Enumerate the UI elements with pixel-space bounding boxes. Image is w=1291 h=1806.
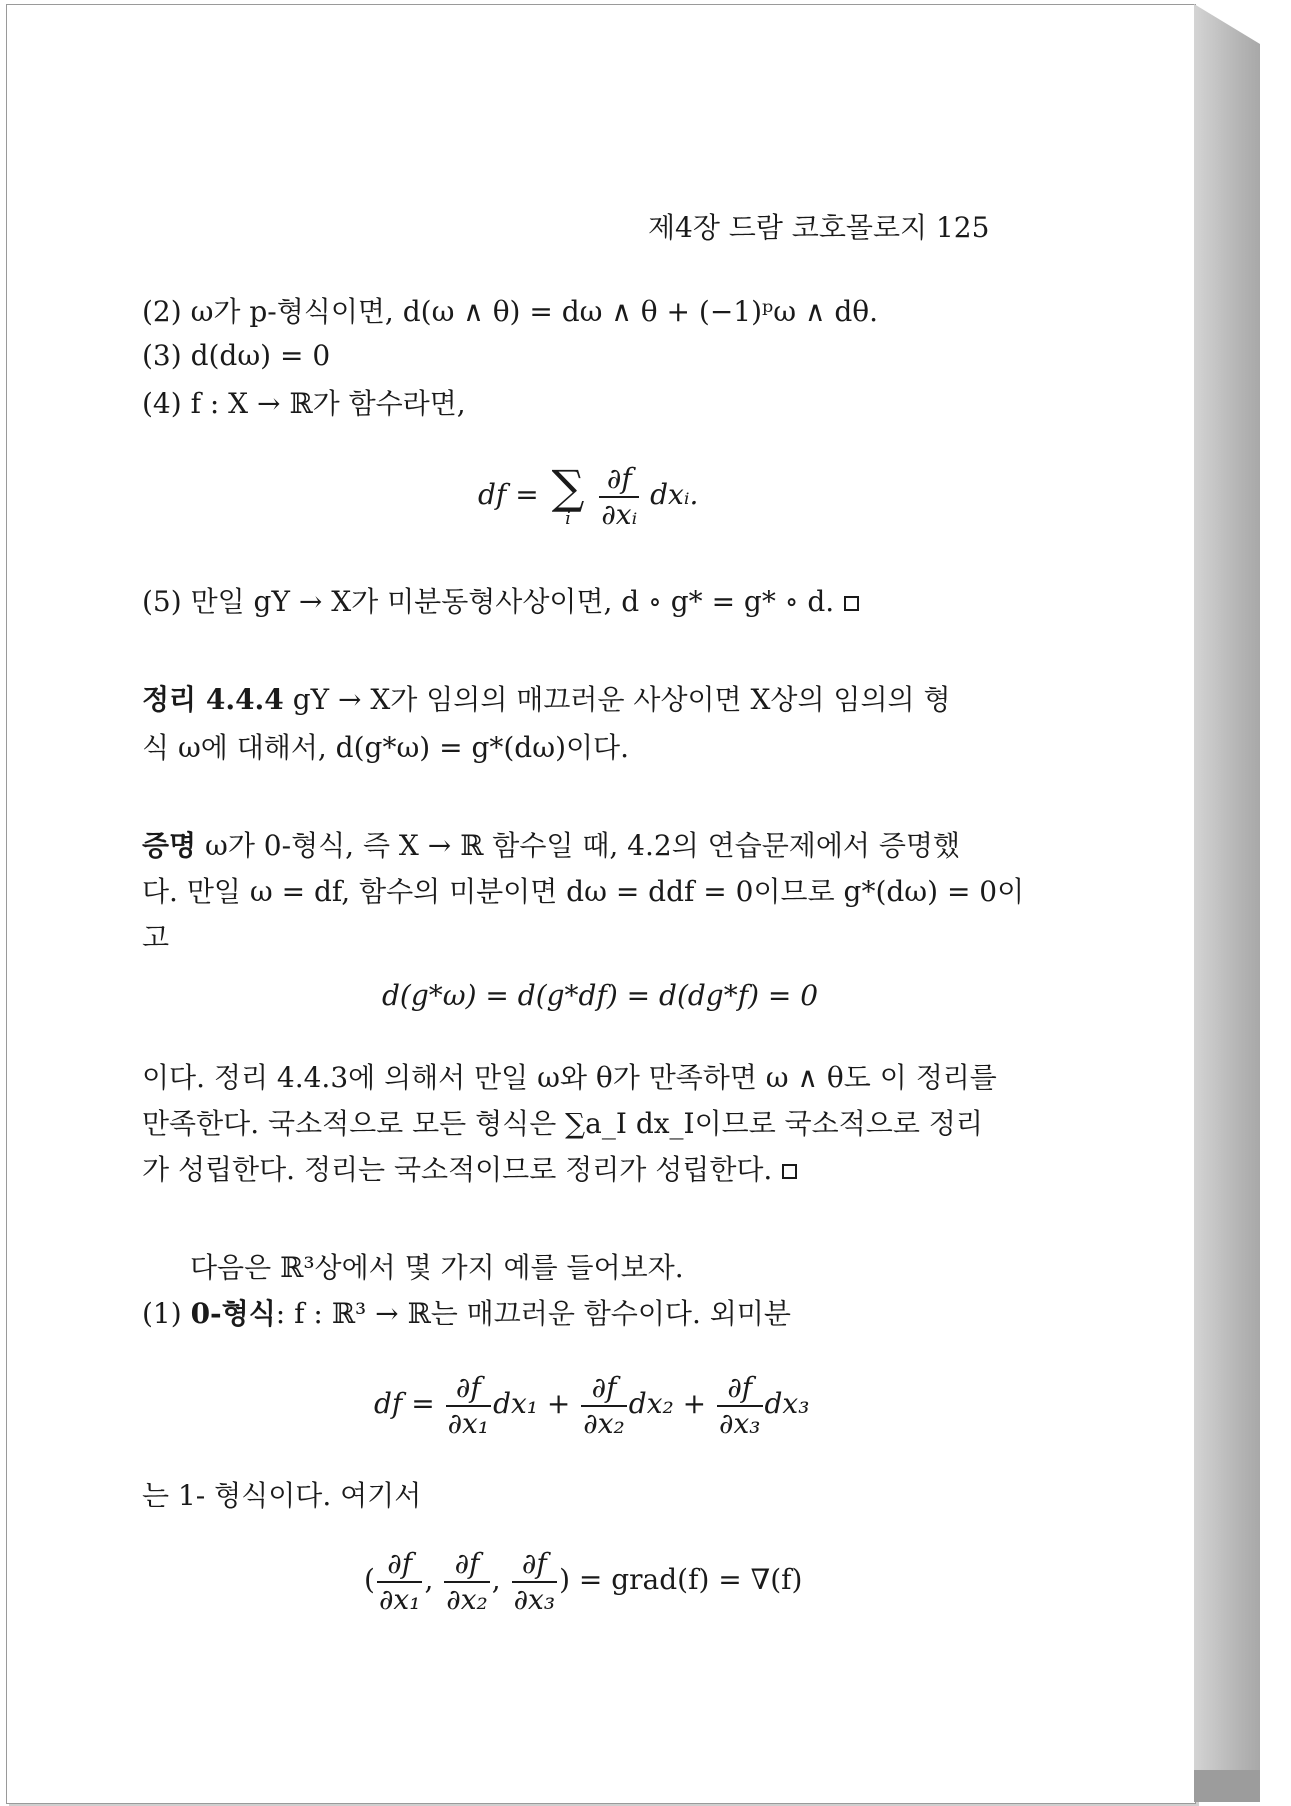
theorem-label: 정리 4.4.4 [142,683,284,716]
eq2-tail-3: dx₃ [764,1387,810,1420]
eq2-lhs: df = [374,1387,435,1420]
eq1-denominator: ∂xᵢ [601,497,638,531]
eq2-tail-1: dx₁ + [493,1387,571,1420]
equation-df-partials [374,1364,809,1444]
eq2-num-1: ∂f [446,1371,492,1407]
proof-line-5: 만족한다. 국소적으로 모든 형식은 ∑a_I dx_I이므로 국소적으로 정리 [142,1107,983,1140]
eq3-num-3: ∂f [512,1547,558,1583]
sum-symbol: ∑ [551,459,585,514]
item-3: (3) d(dω) = 0 [142,339,331,372]
proof-equation: d(g*ω) = d(g*df) = d(dg*f) = 0 [382,979,819,1012]
eq3-num-2: ∂f [444,1547,490,1583]
eq3-rhs: ) = grad(f) = ∇(f) [559,1563,803,1596]
proof-text-1: ω가 0-형식, 즉 X → ℝ 함수일 때, 4.2의 연습문제에서 증명했 [205,829,960,862]
proof-line-4: 이다. 정리 4.4.3에 의해서 만일 ω와 θ가 만족하면 ω ∧ θ도 이 정리를 [142,1061,997,1094]
proof-line-2: 다. 만일 ω = df, 함수의 미분이면 dω = ddf = 0이므로 g*(dω) = 0이 [142,875,1025,908]
eq3-den-3: ∂x₃ [513,1582,556,1616]
qed-mark [782,1164,797,1179]
book-spine-bottom [1194,1770,1260,1802]
eq3-sep-2: , [491,1563,501,1596]
running-header: 제4장 드람 코호몰로지 125 [648,211,990,244]
eq2-tail-2: dx₂ + [628,1387,707,1420]
proof-line-6 [142,1150,797,1190]
eq3-sep-1: , [424,1563,434,1596]
eq1-lhs: df = [478,478,539,511]
example-1-after: 는 1- 형식이다. 여기서 [142,1479,422,1512]
item-5-text: (5) 만일 gY → X가 미분동형사상이면, d ∘ g* = g* ∘ d. [142,585,835,618]
eq1-numerator: ∂f [599,462,639,498]
proof-line-1 [142,826,960,866]
eq1-tail: dxᵢ. [650,478,699,511]
eq2-num-3: ∂f [717,1371,763,1407]
eq2-num-2: ∂f [581,1371,627,1407]
proof-line-3: 고 [142,921,170,954]
sum-index: i [565,507,571,529]
proof-label: 증명 [142,829,197,862]
proof-text-6: 가 성립한다. 정리는 국소적이므로 정리가 성립한다. [142,1153,773,1186]
equation-grad [364,1540,802,1620]
theorem-line-2: 식 ω에 대해서, d(g*ω) = g*(dω)이다. [142,731,629,764]
eq2-den-3: ∂x₃ [719,1406,761,1440]
equation-df-sum [478,455,698,535]
example-1-label: 0-형식 [190,1297,276,1330]
book-spine [1194,4,1260,1802]
eq3-den-1: ∂x₁ [378,1582,421,1616]
eq2-den-1: ∂x₁ [447,1406,490,1440]
item-5 [142,582,859,622]
item-4: (4) f : X → ℝ가 함수라면, [142,387,466,420]
eq3-num-1: ∂f [377,1547,423,1583]
qed-mark [844,596,859,611]
eq2-den-2: ∂x₂ [583,1406,625,1440]
example-1-text: : f : ℝ³ → ℝ는 매끄러운 함수이다. 외미분 [275,1297,791,1330]
item-2: (2) ω가 p-형식이면, d(ω ∧ θ) = dω ∧ θ + (−1)ᵖω ∧ dθ. [142,295,879,328]
eq3-open: ( [364,1563,375,1596]
theorem-text-1: gY → X가 임의의 매끄러운 사상이면 X상의 임의의 형 [292,683,951,716]
example-1-prefix: (1) [142,1297,191,1330]
theorem-line-1 [142,680,951,720]
examples-intro: 다음은 ℝ³상에서 몇 가지 예를 들어보자. [190,1251,684,1284]
example-1-line [142,1294,791,1334]
eq3-den-2: ∂x₂ [446,1582,488,1616]
